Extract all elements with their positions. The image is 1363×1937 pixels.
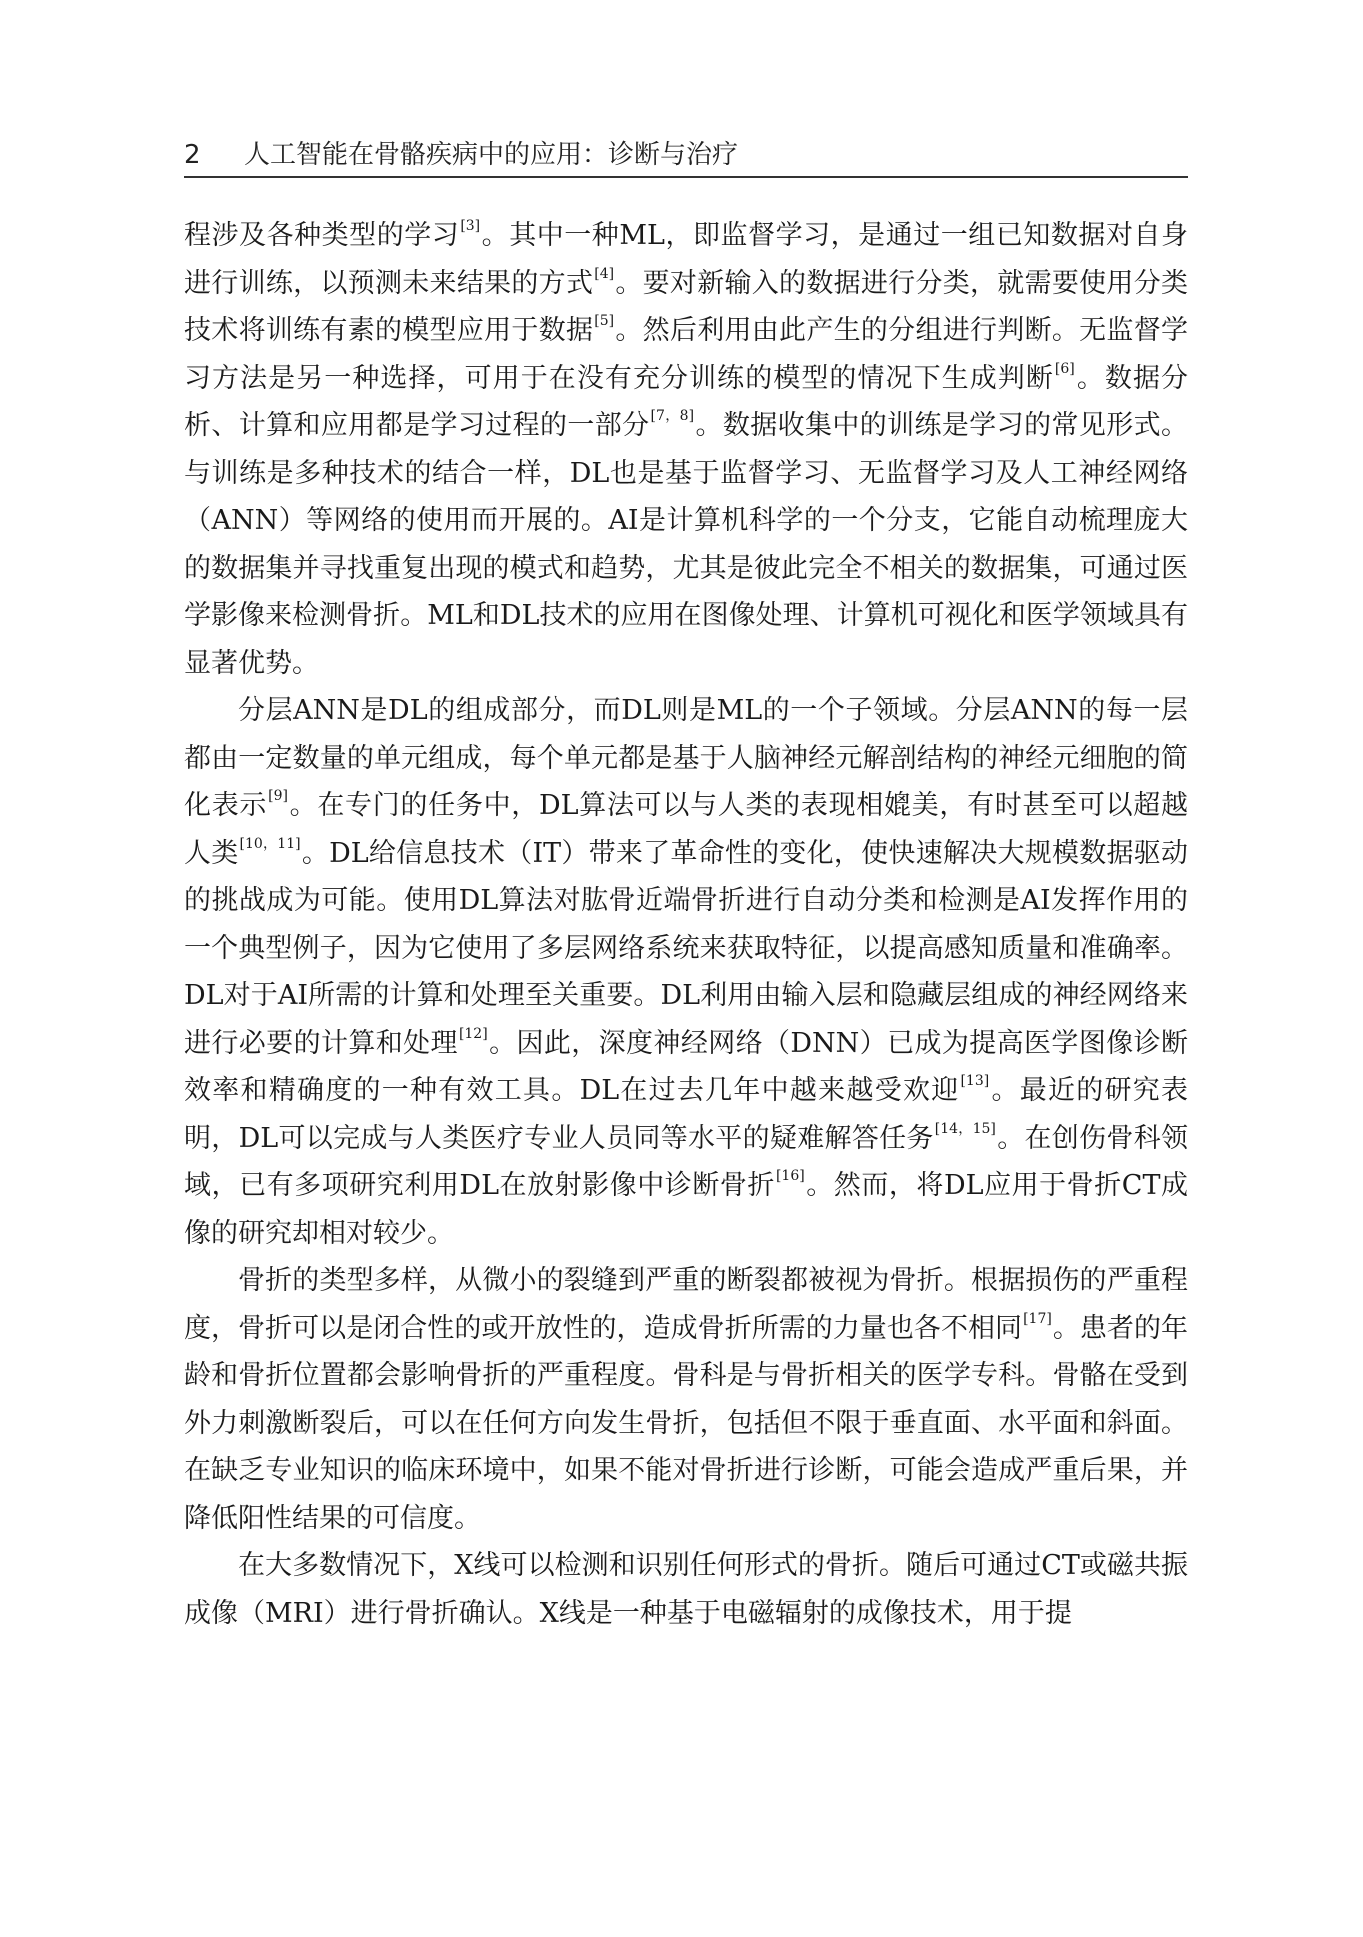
text-run: 程涉及各种类型的学习 [184, 220, 460, 251]
citation: [6] [1054, 360, 1075, 377]
citation: [12] [458, 1025, 488, 1042]
citation: [4] [594, 265, 615, 282]
text-run: 。DL给信息技术（IT）带来了革命性的变化，使快速解决大规模数据驱动的挑战成为可能。使用DL算法对肱骨近端骨折进行自动分类和检测是AI发挥作用的一个典型例子，因为它使用了多层网络系统来获取特征，以提高感知质量和准确率。DL对于AI所需的计算和处理至关重要。DL利用由输入层和隐藏层组成的神经网络来进行必要的计算和处理 [184, 837, 1188, 1059]
text-run: 分层ANN是DL的组成部分，而DL则是ML的一个子领域。分层ANN的每一层都由一定数量的单元组成，每个单元都是基于人脑神经元解剖结构的神经元细胞的简化表示 [184, 695, 1188, 821]
citation: [9] [268, 788, 288, 804]
text-run: 。然后利用由此产生的分组进行判断。无监督学习方法是另一种选择，可用于在没有充分训练的模型的情况下生成判断 [184, 315, 1189, 394]
text-run: 。在创伤骨科领域，已有多项研究利用DL在放射影像中诊断骨折 [184, 1122, 1189, 1201]
paragraph-1 [184, 212, 1188, 687]
text-run: 。然而，将DL应用于骨折CT成像的研究却相对较少。 [184, 1170, 1189, 1249]
citation: [10，11] [239, 835, 301, 852]
paragraph-3 [184, 1257, 1188, 1542]
citation: [13] [960, 1073, 990, 1089]
body-text [184, 212, 1188, 1637]
citation: [14，15] [934, 1120, 996, 1137]
citation: [16] [775, 1168, 805, 1184]
citation: [7，8] [650, 408, 695, 424]
text-run: 。其中一种ML，即监督学习，是通过一组已知数据对自身进行训练，以预测未来结果的方式 [184, 220, 1189, 299]
text-run: 。要对新输入的数据进行分类，就需要使用分类技术将训练有素的模型应用于数据 [184, 267, 1189, 346]
citation: [3] [460, 218, 481, 234]
text-run: 。因此，深度神经网络（DNN）已成为提高医学图像诊断效率和精确度的一种有效工具。DL在过去几年中越来越受欢迎 [184, 1027, 1189, 1106]
text-run: 。最近的研究表明，DL可以完成与人类医疗专业人员同等水平的疑难解答任务 [184, 1075, 1189, 1154]
citation: [5] [594, 313, 615, 329]
header-divider [184, 176, 1188, 178]
paragraph-2 [184, 687, 1188, 1257]
page-number: 2 [184, 140, 201, 170]
text-run: 在大多数情况下，X线可以检测和识别任何形式的骨折。随后可通过CT或磁共振成像（MRI）进行骨折确认。X线是一种基于电磁辐射的成像技术，用于提 [184, 1550, 1188, 1629]
text-run: 骨折的类型多样，从微小的裂缝到严重的断裂都被视为骨折。根据损伤的严重程度，骨折可以是闭合性的或开放性的，造成骨折所需的力量也各不相同 [184, 1265, 1188, 1344]
text-run: 。患者的年龄和骨折位置都会影响骨折的严重程度。骨科是与骨折相关的医学专科。骨骼在受到外力刺激断裂后，可以在任何方向发生骨折，包括但不限于垂直面、水平面和斜面。在缺乏专业知识的临床环境中，如果不能对骨折进行诊断，可能会造成严重后果，并降低阳性结果的可信度。 [184, 1312, 1189, 1534]
running-header [184, 128, 1188, 172]
text-run: 。在专门的任务中，DL算法可以与人类的表现相媲美，有时甚至可以超越人类 [184, 790, 1189, 869]
text-run: 。数据收集中的训练是学习的常见形式。与训练是多种技术的结合一样，DL也是基于监督学习、无监督学习及人工神经网络（ANN）等网络的使用而开展的。AI是计算机科学的一个分支，它能自动梳理庞大的数据集并寻找重复出现的模式和趋势，尤其是彼此完全不相关的数据集，可通过医学影像来检测骨折。ML和DL技术的应用在图像处理、计算机可视化和医学领域具有显著优势。 [184, 410, 1188, 679]
text-run: 。数据分析、计算和应用都是学习过程的一部分 [184, 362, 1189, 441]
citation: [17] [1023, 1310, 1052, 1327]
running-header-title: 人工智能在骨骼疾病中的应用：诊断与治疗 [244, 140, 739, 170]
paragraph-4 [184, 1542, 1188, 1637]
